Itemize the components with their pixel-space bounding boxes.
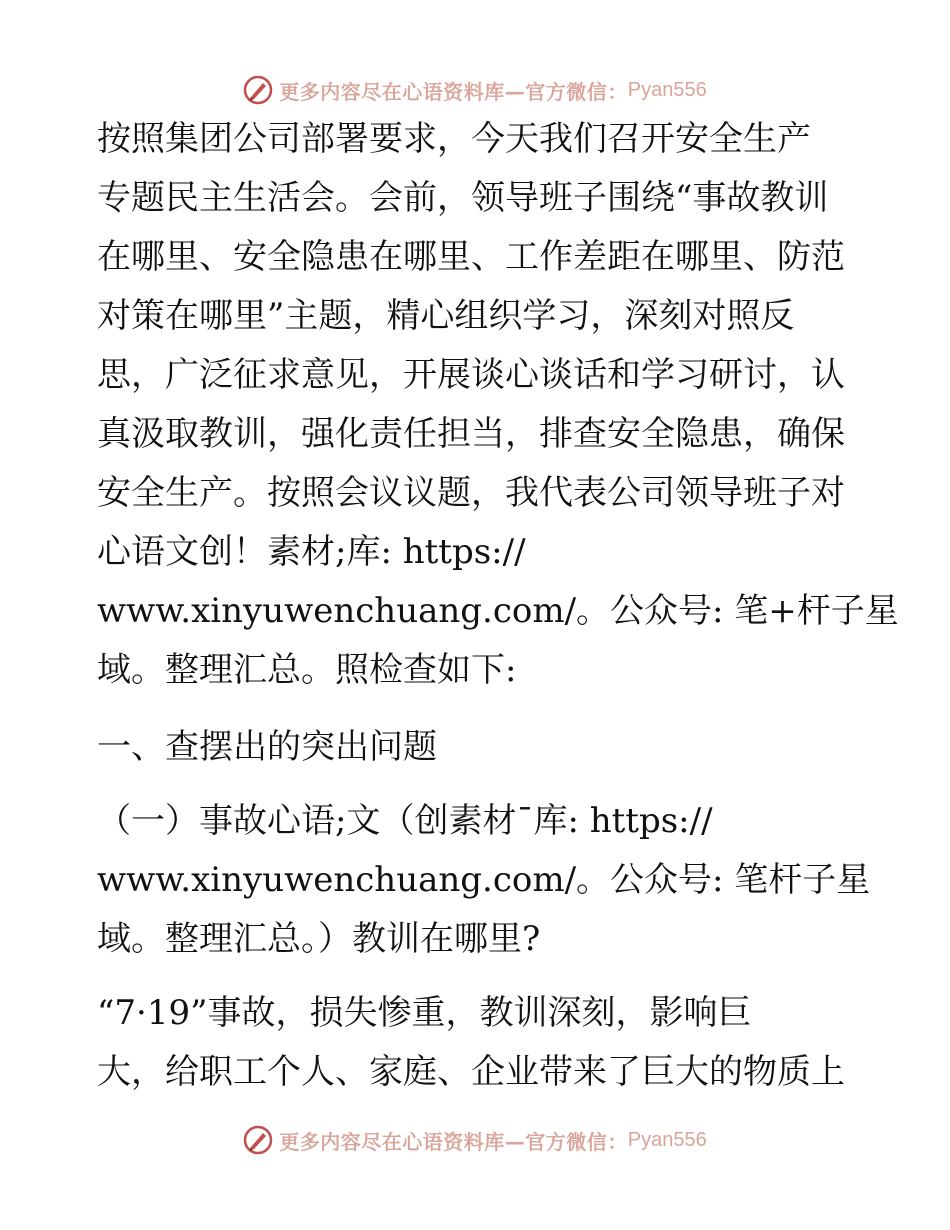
banner-wechat-id: Pyan556 bbox=[627, 78, 707, 101]
banner-wechat-id: Pyan556 bbox=[627, 1128, 707, 1151]
paragraph-line: 按照集团公司部署要求，今天我们召开安全生产 bbox=[97, 119, 811, 159]
paragraph-line: 域。整理汇总。照检查如下: bbox=[97, 650, 517, 690]
banner-text: 更多内容尽在心语资料库—官方微信： bbox=[279, 1129, 628, 1154]
paragraph-line: 域。整理汇总。）教训在哪里? bbox=[97, 919, 541, 959]
section-heading: 一、查摆出的突出问题 bbox=[97, 727, 437, 767]
paragraph-line: www.xinyuwenchuang.com/。公众号: 笔杆子星 bbox=[97, 860, 871, 900]
paragraph-line: 专题民主生活会。会前，领导班子围绕“事故教训 bbox=[97, 178, 829, 218]
paragraph-line: 安全生产。按照会议议题，我代表公司领导班子对 bbox=[97, 473, 845, 513]
paragraph-line: 大，给职工个人、家庭、企业带来了巨大的物质上 bbox=[97, 1052, 845, 1092]
paragraph-line: 思，广泛征求意见，开展谈心谈话和学习研讨，认 bbox=[97, 355, 845, 395]
pen-seal-logo-icon bbox=[243, 1125, 273, 1155]
header-banner bbox=[0, 70, 950, 110]
paragraph-line: 真汲取教训，强化责任担当，排查安全隐患，确保 bbox=[97, 414, 845, 454]
paragraph-line: 对策在哪里”主题，精心组织学习，深刻对照反 bbox=[97, 296, 795, 336]
paragraph-line: 心语文创！素材;库: https:// bbox=[97, 532, 526, 572]
paragraph-line: 在哪里、安全隐患在哪里、工作差距在哪里、防范 bbox=[97, 237, 845, 277]
footer-banner bbox=[0, 1120, 950, 1160]
pen-seal-logo-icon bbox=[243, 75, 273, 105]
paragraph-line: www.xinyuwenchuang.com/。公众号: 笔+杆子星 bbox=[97, 591, 899, 631]
paragraph-line: （一）事故心语;文（创素材¯库: https:// bbox=[97, 801, 713, 841]
banner-text: 更多内容尽在心语资料库—官方微信： bbox=[279, 79, 628, 104]
paragraph-line: “7·19”事故，损失惨重，教训深刻，影响巨 bbox=[97, 993, 752, 1033]
